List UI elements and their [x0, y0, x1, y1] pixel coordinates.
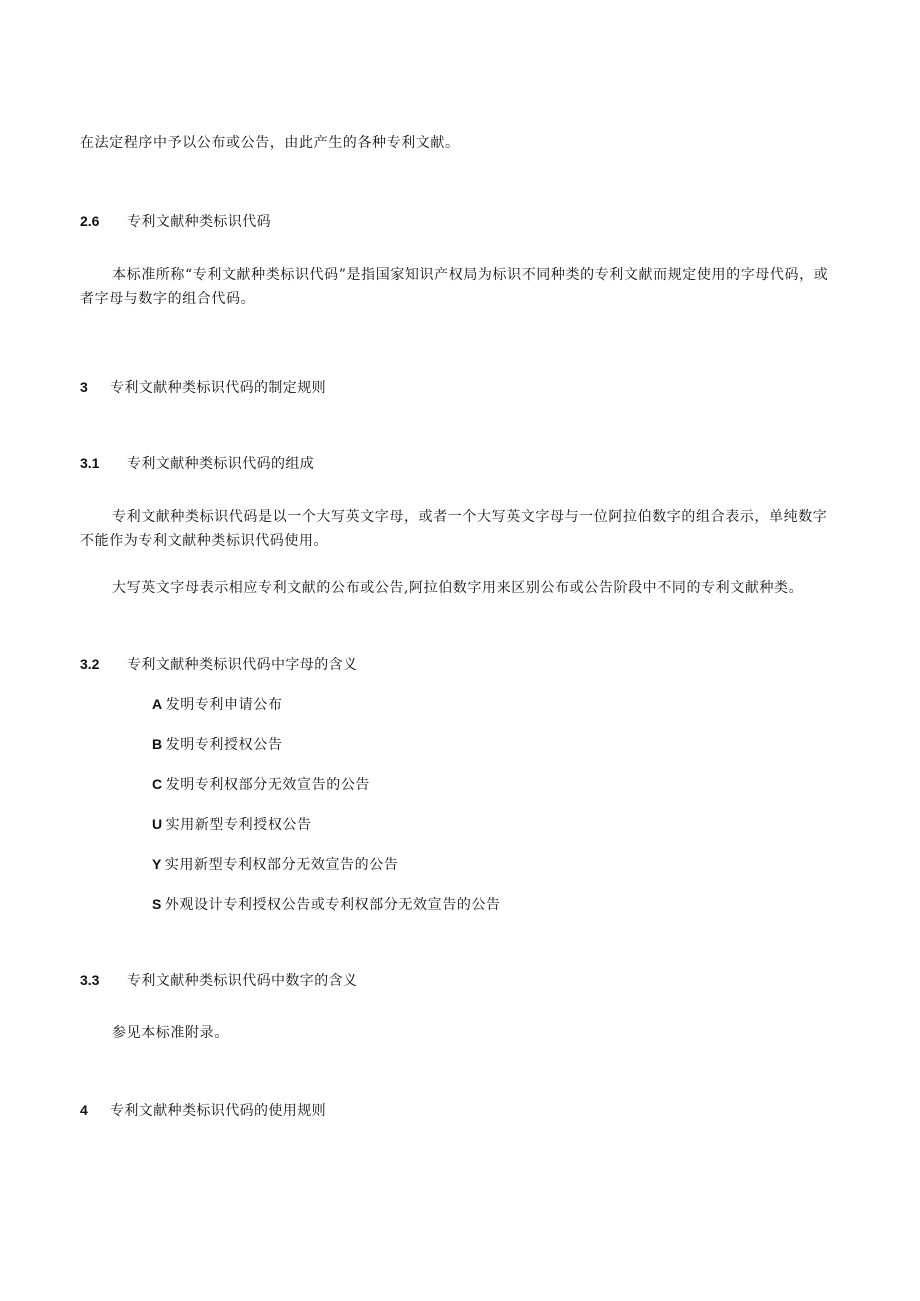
intro-continuation-paragraph: 在法定程序中予以公布或公告，由此产生的各种专利文献。 [80, 135, 460, 151]
letter-code-item [152, 854, 398, 876]
code-letter: U [152, 816, 163, 832]
code-description: 发明专利申请公布 [165, 697, 283, 713]
section-title: 专利文献种类标识代码的制定规则 [110, 380, 326, 396]
section-heading-3-3 [80, 970, 357, 991]
code-letter: S [152, 896, 162, 912]
code-letter: Y [152, 856, 162, 872]
section-title: 专利文献种类标识代码 [127, 214, 271, 230]
letter-code-item [152, 814, 312, 836]
code-description: 外观设计专利授权公告或专利权部分无效宣告的公告 [164, 897, 501, 913]
section-number: 3.3 [80, 972, 100, 988]
section-title: 专利文献种类标识代码中数字的含义 [127, 973, 358, 989]
section-heading-4 [80, 1100, 326, 1121]
code-letter: A [152, 696, 163, 712]
code-description: 发明专利授权公告 [165, 737, 283, 753]
section-3-1-body-2: 大写英文字母表示相应专利文献的公布或公告,阿拉伯数字用来区别公布或公告阶段中不同的专利文献种类。 [112, 580, 804, 596]
code-description: 实用新型专利授权公告 [165, 817, 312, 833]
section-2-6-body: 本标准所称“专利文献种类标识代码”是指国家知识产权局为标识不同种类的专利文献而规定使用的字母代码，或者字母与数字的组合代码。 [80, 267, 829, 307]
section-title: 专利文献种类标识代码的组成 [127, 456, 315, 472]
section-3-1-body-1: 专利文献种类标识代码是以一个大写英文字母，或者一个大写英文字母与一位阿拉伯数字的组合表示，单纯数字不能作为专利文献种类标识代码使用。 [80, 509, 828, 549]
section-title: 专利文献种类标识代码的使用规则 [110, 1103, 326, 1119]
code-letter: C [152, 776, 163, 792]
letter-code-item [152, 774, 370, 796]
section-heading-3-2 [80, 654, 357, 675]
section-heading-3 [80, 377, 326, 398]
section-heading-2-6 [80, 211, 271, 232]
section-heading-3-1 [80, 453, 314, 474]
code-description: 发明专利权部分无效宣告的公告 [165, 777, 371, 793]
code-letter: B [152, 736, 163, 752]
letter-code-item [152, 894, 501, 916]
section-number: 3.2 [80, 656, 100, 672]
letter-code-item [152, 694, 282, 716]
section-3-3-body: 参见本标准附录。 [112, 1025, 229, 1041]
section-number: 3 [80, 379, 88, 395]
section-number: 2.6 [80, 213, 100, 229]
section-number: 4 [80, 1102, 88, 1118]
section-number: 3.1 [80, 455, 100, 471]
letter-code-item [152, 734, 282, 756]
code-description: 实用新型专利权部分无效宣告的公告 [164, 857, 399, 873]
section-title: 专利文献种类标识代码中字母的含义 [127, 657, 358, 673]
